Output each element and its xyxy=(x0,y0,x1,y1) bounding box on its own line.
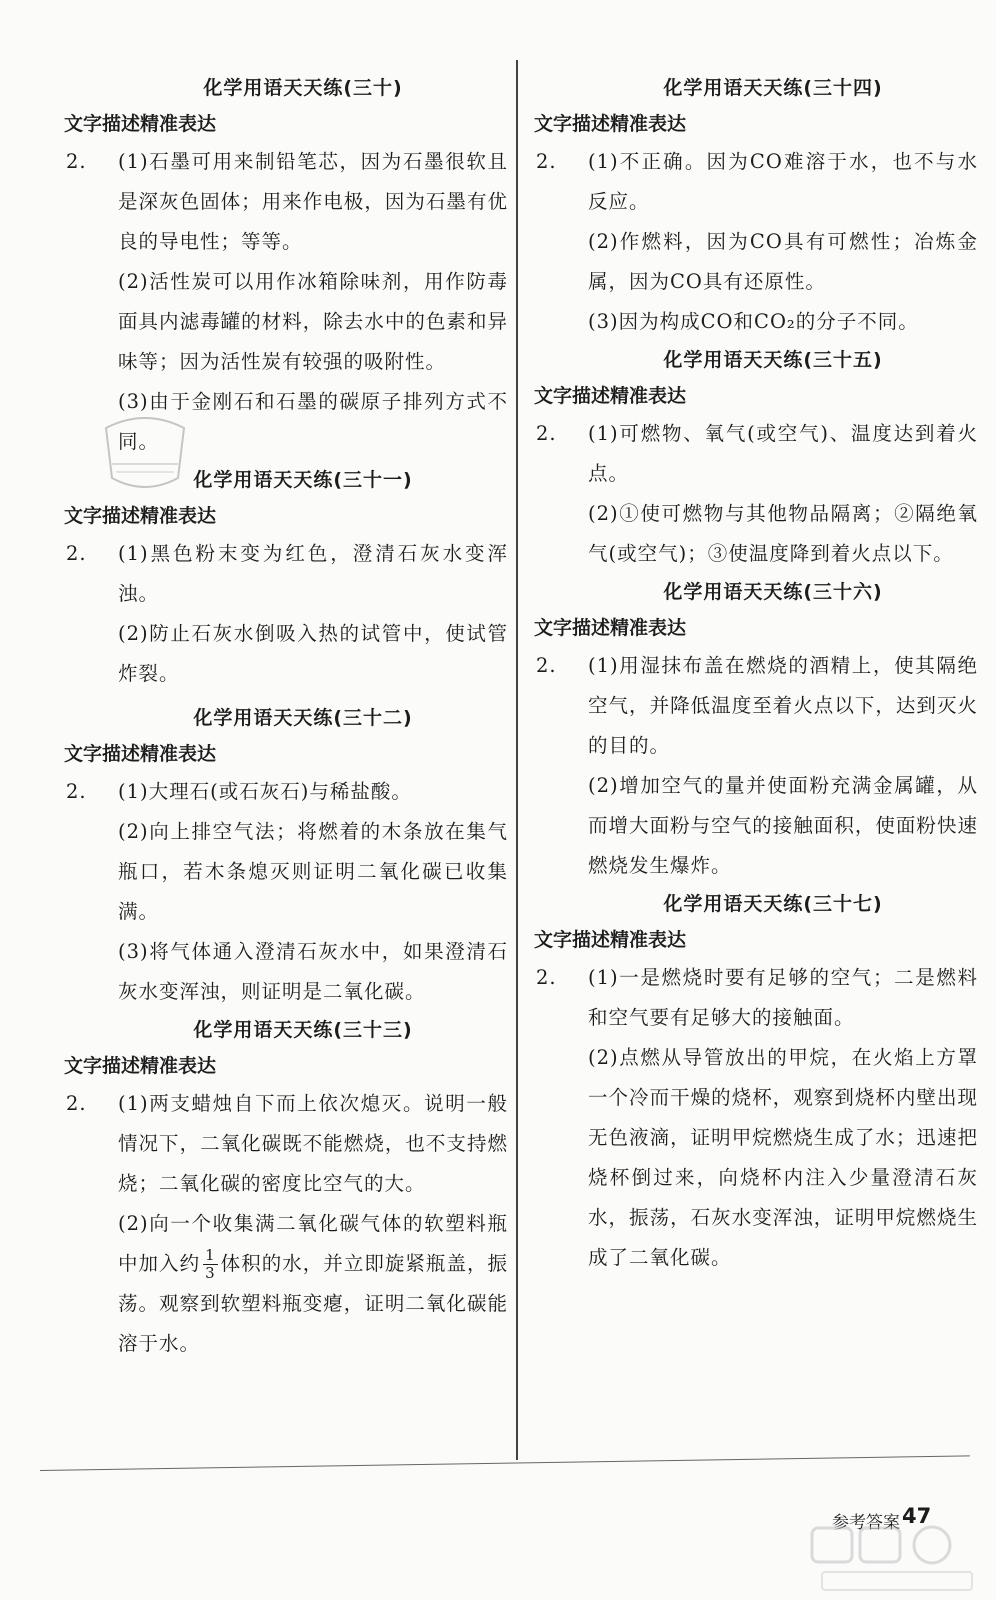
exercise-30 xyxy=(58,70,508,462)
question-number: 2. xyxy=(536,422,557,445)
answer-paragraph: (2)点燃从导管放出的甲烷，在火焰上方罩一个冷而干燥的烧杯，观察到烧杯内壁出现无色液滴，证明甲烷燃烧生成了水；迅速把烧杯倒过来，向烧杯内注入少量澄清石灰水，振荡，石灰水变浑浊，证明甲烷燃烧生成了二氧化碳。 xyxy=(588,1046,978,1269)
section-title: 化学用语天天练(三十二) xyxy=(193,707,413,729)
answer-paragraph: (3)因为构成CO和CO₂的分子不同。 xyxy=(588,310,919,333)
section-subhead: 文字描述精准表达 xyxy=(534,385,687,407)
answer-paragraph: (1)两支蜡烛自下而上依次熄灭。说明一般情况下，二氧化碳既不能燃烧，也不支持燃烧；二氧化碳的密度比空气的大。 xyxy=(118,1092,508,1195)
answer-paragraph: (2)活性炭可以用作冰箱除味剂，用作防毒面具内滤毒罐的材料，除去水中的色素和异味等；因为活性炭有较强的吸附性。 xyxy=(118,270,508,373)
question-number: 2. xyxy=(536,966,557,989)
section-title: 化学用语天天练(三十六) xyxy=(663,581,883,603)
answer-paragraph: (2)增加空气的量并使面粉充满金属罐，从而增大面粉与空气的接触面积，使面粉快速燃烧发生爆炸。 xyxy=(588,774,978,877)
stamp-icon xyxy=(96,408,194,498)
answer-paragraph: (1)不正确。因为CO难溶于水，也不与水反应。 xyxy=(588,150,978,213)
answer-item xyxy=(528,414,978,574)
answer-paragraph: (2)作燃料，因为CO具有可燃性；冶炼金属，因为CO具有还原性。 xyxy=(588,230,978,293)
exercise-33 xyxy=(58,1012,508,1364)
answer-paragraph: (1)一是燃烧时要有足够的空气；二是燃料和空气要有足够大的接触面。 xyxy=(588,966,978,1029)
exercise-36 xyxy=(528,574,978,886)
answer-paragraph: (2)①使可燃物与其他物品隔离；②隔绝氧气(或空气)；③使温度降到着火点以下。 xyxy=(588,502,978,565)
question-number: 2. xyxy=(536,654,557,677)
section-title: 化学用语天天练(三十) xyxy=(203,77,403,99)
answer-item xyxy=(528,958,978,1278)
section-subhead: 文字描述精准表达 xyxy=(64,505,217,527)
section-subhead: 文字描述精准表达 xyxy=(534,113,687,135)
fraction-denominator: 3 xyxy=(205,1264,216,1282)
exercise-34 xyxy=(528,70,978,342)
fraction xyxy=(203,1247,218,1282)
left-column xyxy=(58,70,508,1364)
question-number: 2. xyxy=(66,780,87,803)
section-subhead: 文字描述精准表达 xyxy=(64,113,217,135)
footer-label: 参考答案 xyxy=(832,1513,900,1533)
section-subhead: 文字描述精准表达 xyxy=(534,929,687,951)
section-title: 化学用语天天练(三十五) xyxy=(663,349,883,371)
answer-paragraph: (1)黑色粉末变为红色，澄清石灰水变浑浊。 xyxy=(118,542,508,605)
page-number: 47 xyxy=(902,1504,932,1528)
answer-item xyxy=(58,1084,508,1364)
question-number: 2. xyxy=(536,150,557,173)
answer-paragraph: (2)防止石灰水倒吸入热的试管中，使试管炸裂。 xyxy=(118,622,508,685)
right-column xyxy=(528,70,978,1278)
question-number: 2. xyxy=(66,150,87,173)
answer-paragraph: (3)由于金刚石和石墨的碳原子排列方式不同。 xyxy=(118,390,508,453)
answer-paragraph: (1)大理石(或石灰石)与稀盐酸。 xyxy=(118,780,412,803)
section-subhead: 文字描述精准表达 xyxy=(64,743,217,765)
answer-item xyxy=(58,534,508,694)
exercise-35 xyxy=(528,342,978,574)
section-subhead: 文字描述精准表达 xyxy=(64,1055,217,1077)
answer-paragraph: (1)用湿抹布盖在燃烧的酒精上，使其隔绝空气，并降低温度至着火点以下，达到灭火的目的。 xyxy=(588,654,978,757)
fraction-text-before: (2)向一个收集满二氧化碳气体的软塑料瓶中加入约 xyxy=(118,1212,508,1275)
exercise-32 xyxy=(58,700,508,1012)
column-divider xyxy=(516,60,518,1460)
answer-item xyxy=(528,142,978,342)
answer-paragraph: (2)向上排空气法；将燃着的木条放在集气瓶口，若木条熄灭则证明二氧化碳已收集满。 xyxy=(118,820,508,923)
fraction-numerator: 1 xyxy=(205,1246,216,1264)
footer-rule xyxy=(40,1455,970,1471)
question-number: 2. xyxy=(66,1092,87,1115)
answer-paragraph: (1)可燃物、氧气(或空气)、温度达到着火点。 xyxy=(588,422,978,485)
exercise-37 xyxy=(528,886,978,1278)
answer-paragraph: (1)石墨可用来制铅笔芯，因为石墨很软且是深灰色固体；用来作电极，因为石墨有优良的导电性；等等。 xyxy=(118,150,508,253)
question-number: 2. xyxy=(66,542,87,565)
answer-paragraph-fraction xyxy=(118,1204,508,1364)
answer-paragraph: (3)将气体通入澄清石灰水中，如果澄清石灰水变浑浊，则证明是二氧化碳。 xyxy=(118,940,508,1003)
section-subhead: 文字描述精准表达 xyxy=(534,617,687,639)
section-title: 化学用语天天练(三十四) xyxy=(663,77,883,99)
section-title: 化学用语天天练(三十一) xyxy=(193,469,413,491)
section-title: 化学用语天天练(三十三) xyxy=(193,1019,413,1041)
fraction-text-after: 体积的水，并立即旋紧瓶盖，振荡。观察到软塑料瓶变瘪，证明二氧化碳能溶于水。 xyxy=(118,1252,508,1355)
answer-item xyxy=(58,772,508,1012)
watermark-logo-icon xyxy=(808,1522,980,1596)
answer-item xyxy=(528,646,978,886)
section-title: 化学用语天天练(三十七) xyxy=(663,893,883,915)
